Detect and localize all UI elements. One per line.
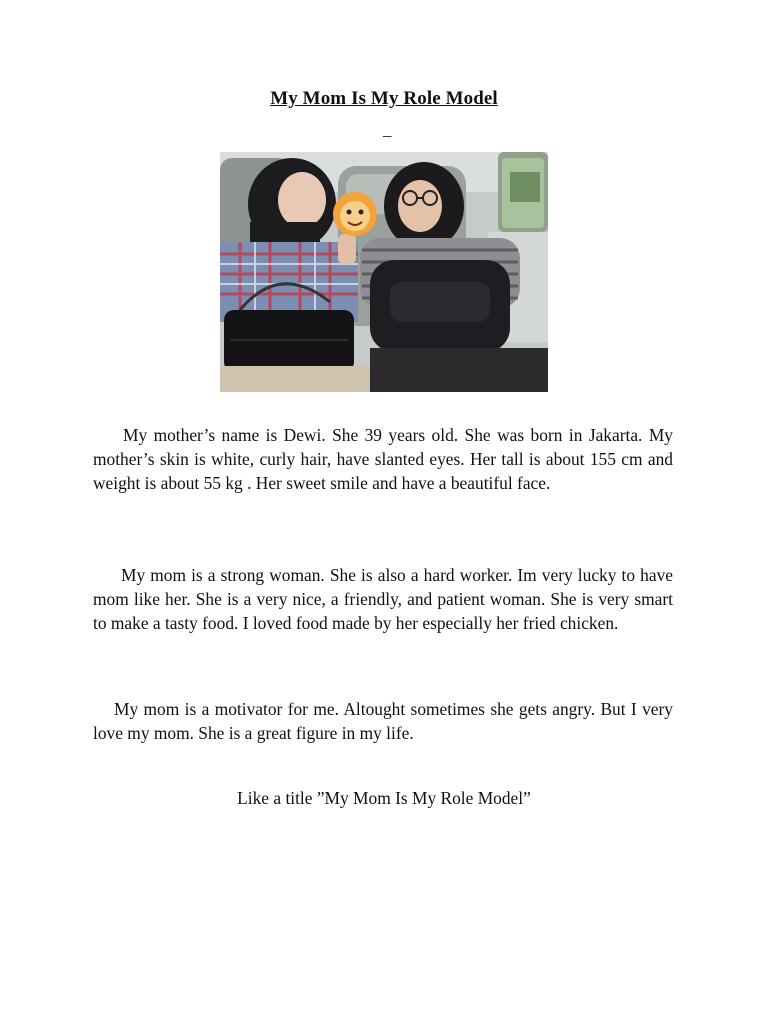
paragraph-1: My mother’s name is Dewi. She 39 years old. She was born in Jakarta. My mother’s skin is white, curly hair, have slanted eyes. Her tall is about 155 cm and weight is about 55 kg . Her sweet smile and have a beautiful face. — [93, 425, 673, 493]
mother-daughter-photo — [220, 152, 548, 392]
document-title: My Mom Is My Role Model — [270, 88, 498, 109]
title-mark: _ — [383, 120, 392, 139]
paragraph-2: My mom is a strong woman. She is also a hard worker. Im very lucky to have mom like her. She is a very nice, a friendly, and patient woman. She is very smart to make a tasty food. I loved food made by her especially her fried chicken. — [93, 565, 673, 633]
closing-line: Like a title ”My Mom Is My Role Model” — [237, 788, 531, 808]
photo-illustration — [220, 152, 548, 392]
paragraph-3: My mom is a motivator for me. Altought sometimes she gets angry. But I very love my mom. She is a great figure in my life. — [93, 699, 673, 743]
